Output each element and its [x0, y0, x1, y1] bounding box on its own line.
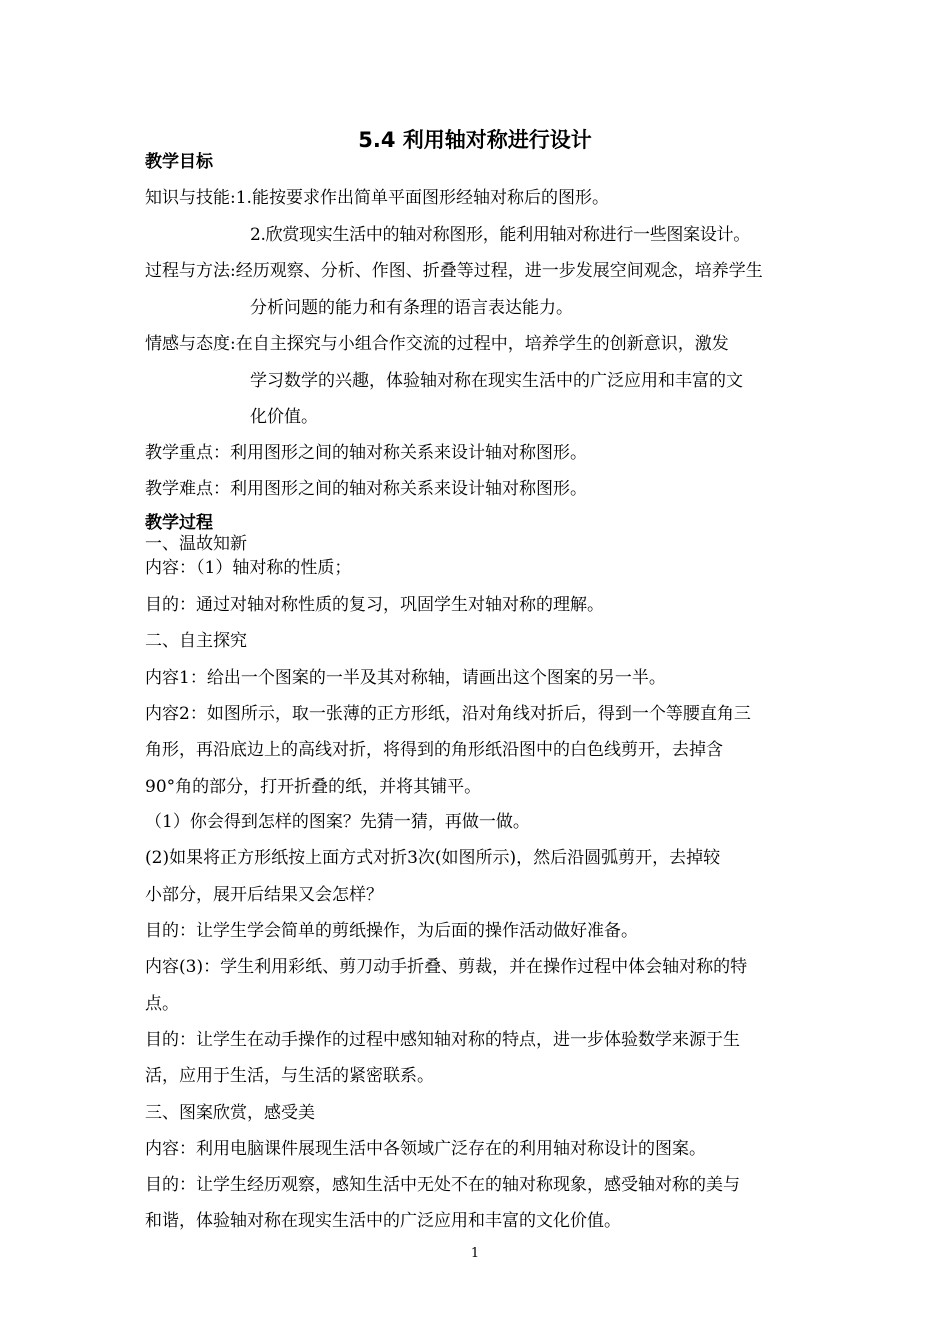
process-heading: 教学过程 [145, 513, 213, 533]
part2-question-2-line-1: (2)如果将正方形纸按上面方式对折3次(如图所示)，然后沿圆弧剪开，去掉较 [145, 848, 721, 868]
process-method-line-1: 过程与方法:经历观察、分析、作图、折叠等过程，进一步发展空间观念，培养学生 [145, 261, 763, 281]
part2-content2-line-1: 内容2：如图所示，取一张薄的正方形纸，沿对角线对折后，得到一个等腰直角三 [145, 704, 751, 724]
part2-content2-line-2: 角形，再沿底边上的高线对折，将得到的角形纸沿图中的白色线剪开，去掉含 [145, 740, 723, 760]
part2-content2-line-3: 90°角的部分，打开折叠的纸，并将其铺平。 [145, 777, 482, 797]
emotion-attitude-line-3: 化价值。 [250, 407, 318, 427]
knowledge-skill-line-1: 知识与技能:1.能按要求作出简单平面图形经轴对称后的图形。 [145, 188, 609, 208]
part2-heading: 二、自主探究 [145, 631, 247, 651]
part2-question-2-line-2: 小部分，展开后结果又会怎样？ [145, 885, 383, 905]
part3-goal-line-1: 目的：让学生经历观察，感知生活中无处不在的轴对称现象，感受轴对称的美与 [145, 1175, 740, 1195]
process-method-line-2: 分析问题的能力和有条理的语言表达能力。 [250, 298, 573, 318]
part1-content: 内容：（1）轴对称的性质； [145, 558, 352, 578]
part2-content3-line-1: 内容(3)：学生利用彩纸、剪刀动手折叠、剪裁，并在操作过程中体会轴对称的特 [145, 957, 748, 977]
part3-goal-line-2: 和谐，体验轴对称在现实生活中的广泛应用和丰富的文化价值。 [145, 1211, 621, 1231]
part2-question-1: （1）你会得到怎样的图案？先猜一猜，再做一做。 [145, 812, 530, 832]
part2-goal-1: 目的：让学生学会简单的剪纸操作，为后面的操作活动做好准备。 [145, 921, 638, 941]
part2-content3-line-2: 点。 [145, 994, 179, 1014]
part2-goal-2-line-1: 目的：让学生在动手操作的过程中感知轴对称的特点，进一步体验数学来源于生 [145, 1030, 740, 1050]
part3-content: 内容：利用电脑课件展现生活中各领域广泛存在的利用轴对称设计的图案。 [145, 1139, 706, 1159]
page-number: 1 [470, 1246, 480, 1261]
part2-goal-2-line-2: 活，应用于生活，与生活的紧密联系。 [145, 1066, 434, 1086]
objectives-heading: 教学目标 [145, 152, 213, 172]
part2-content1: 内容1：给出一个图案的一半及其对称轴，请画出这个图案的另一半。 [145, 668, 666, 688]
difficulty-line: 教学难点：利用图形之间的轴对称关系来设计轴对称图形。 [145, 479, 587, 499]
part3-heading: 三、图案欣赏，感受美 [145, 1103, 315, 1123]
knowledge-skill-line-2: 2.欣赏现实生活中的轴对称图形，能利用轴对称进行一些图案设计。 [250, 225, 750, 245]
key-point-line: 教学重点：利用图形之间的轴对称关系来设计轴对称图形。 [145, 443, 587, 463]
emotion-attitude-line-1: 情感与态度:在自主探究与小组合作交流的过程中，培养学生的创新意识，激发 [145, 334, 729, 354]
part1-heading: 一、温故知新 [145, 534, 247, 554]
document-title: 5.4 利用轴对称进行设计 [358, 128, 592, 152]
part1-goal: 目的：通过对轴对称性质的复习，巩固学生对轴对称的理解。 [145, 595, 604, 615]
emotion-attitude-line-2: 学习数学的兴趣，体验轴对称在现实生活中的广泛应用和丰富的文 [250, 371, 743, 391]
